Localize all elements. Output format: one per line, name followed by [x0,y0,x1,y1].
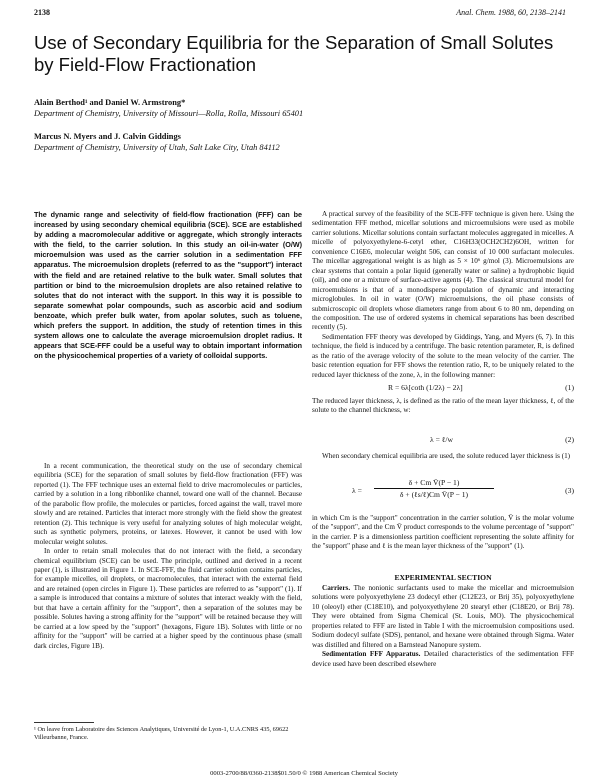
equation-3-numerator: δ + Cm V̄(P − 1) [408,478,460,487]
equation-3-fraction [374,478,494,499]
page-number: 2138 [34,8,50,17]
after-eq1-text [312,397,574,416]
abstract: The dynamic range and selectivity of field-flow fractionation (FFF) can be increased by using secondary chemical equilibria (SCE). SCE are established by adding a macromolecular additive or aggregate, which strongly interacts with the field, to the carrier solution. In this study an oil-in-water (O/W) microemulsion was used as the carrier solution in a sedimentation FFF apparatus. The microemulsion droplets (referred to as the "support") interact with the field and are retained relative to the bulk water. Small solutes that partition or bind to the microemulsion droplets are also retained relative to solutes that do not interact with the support. In this way it is possible to separate somewhat polar compounds, such as ascorbic acid and sodium benzoate, which prefer bulk water, from apolar solutes, such as toluene, which prefers the support. In addition, the study of retention times in this system allows one to calculate the average microemulsion droplet radius. It appears that SCE-FFF could be a useful way to obtain important information on the physicochemical properties of a variety of colloidal supports. [34,210,302,361]
body-paragraph: Sedimentation FFF theory was developed by Giddings, Yang, and Myers (6, 7). In this technique, the field is induced by a centrifuge. The basic retention parameter, R, is defined as the ratio of the average velocity of the solute to the mean velocity of the carrier. The basic retention equation for FFF shows the retention ratio, R, to be uniquely related to the reduced layer thickness of the zone, λ, in the following manner: [312,332,574,379]
body-paragraph: When secondary chemical equilibria are used, the solute reduced layer thickness is (1) [322,452,571,460]
section-heading: EXPERIMENTAL SECTION [394,573,492,582]
experimental-text [312,584,574,669]
fraction-bar [374,488,494,489]
author-block-2 [34,132,574,153]
equation-3-number: (3) [565,486,574,495]
equation-1-text: R = 6λ[coth (1/2λ) − 2λ] [388,383,463,392]
equation-1-number: (1) [565,383,574,392]
paragraph-lead: Carriers. [322,584,351,592]
body-paragraph [312,584,574,650]
body-paragraph: A practical survey of the feasibility of the SCE-FFF technique is given here. Using the sedimentation FFF method, micellar solutions and microemulsions were used as mobile carrier solutions. Micellar solutions contain surfactant molecules aggregated in micelles. A micelle of polyoxyethylene-6-cetyl ether, C16H33(OCH2CH2)6OH, written for convenience C16E6, molecular weight 506, can consist of 10 000 surfactant molecules. The micellar aggregational weight is as high as 5 × 10⁶ g/mol (3). Microemulsions are clear systems that contain a polar liquid (generally water or saline) a hydrophobic liquid (oil), and one or a mixture of surface-active agents (4). The classical structural model for microemulsions is that of a monodisperse population of dynamic and interacting microglobules. In oil in water (O/W) microemulsions, the oil phase consists of submicroscopic oil droplets whose diameters range from about 6 to 80 nm, depending on the composition. The use of ordered systems in chemical separations has been described recently (5). [312,210,574,332]
paragraph-text: The nonionic surfactants used to make the micellar and microemulsion solutions were polyoxyethylene 23 dodecyl ether (C12E23, or Brij 35), polyoxyethylene 10 (oleoyl) ether (C18E10), and polyoxyethylene 20 stearyl ether (C18E20, or Brij 78). They were obtained from Sigma Chemical (St. Louis, MO). The physicochemical properties related to FFF are listed in Table I with the microemulsion compositions used. Sodium dodecyl sulfate (SDS), pentanol, and hexane were obtained through Sigma. Water was distilled and filtered on a Barnstead Nanopure system. [312,584,574,649]
paragraph-text: Detailed characteristics of the sedimentation FFF device used have been described elsewhere [312,650,574,668]
author-names: Marcus N. Myers and J. Calvin Giddings [34,132,181,141]
author-affiliation: Department of Chemistry, University of Missouri—Rolla, Rolla, Missouri 65401 [34,108,304,118]
equation-2-number: (2) [565,435,574,444]
after-eq2-text [312,452,574,461]
author-affiliation: Department of Chemistry, University of Utah, Salt Lake City, Utah 84112 [34,142,280,152]
author-names: Alain Berthod¹ and Daniel W. Armstrong* [34,98,186,107]
equation-3 [312,478,574,506]
equation-2 [312,435,574,445]
after-eq3-text [312,514,574,552]
body-paragraph: In a recent communication, the theoretical study on the use of secondary chemical equilibria (SCE) for the separation of small solutes by field-flow fractionation (FFF) was reported (1). The FFF technique uses an external field to drive macromolecules or particles, carried by a solution in a long ribbonlike channel, toward one wall of the channel. Because of the parabolic flow profile, the molecules or particles, forced against the wall, travel more slowly and are retained. Particles that interact more strongly with the field show the greatest retention (2). This technique is very useful for analyzing solutes of high molecular weight, such as synthetic polymers, proteins, or latexes. However, it cannot be used with low molecular weight solutes. [34,462,302,546]
article-title: Use of Secondary Equilibria for the Separation of Small Solutes by Field-Flow Fractionation [34,32,554,75]
right-body-top [312,210,574,380]
equation-3-denominator: δ + (ℓs/ℓ)Cm V̄(P − 1) [399,490,469,499]
journal-citation: Anal. Chem. 1988, 60, 2138–2141 [456,8,566,17]
body-paragraph [312,650,574,669]
left-body-text [34,462,302,651]
body-paragraph: The reduced layer thickness, λ, is defined as the ratio of the mean layer thickness, ℓ, of the solute to the channel thickness, w: [312,397,574,415]
body-paragraph: in which Cm is the "support" concentration in the carrier solution, V̄ is the molar volume of the "support", and the Cm V̄ product corresponds to the volume percentage of "support" in the carrier. P is a dimensionless partition coefficient representing the solute affinity for the "support" phase and ℓ is the mean layer thickness of the "support" (1). [312,514,574,551]
body-paragraph: In order to retain small molecules that do not interact with the field, a secondary chemical equilibrium (SCE) can be used. The principle, outlined and derived in a recent paper (1), is illustrated in Figure 1. In SCE-FFF, the fluid carrier solution contains particles, for example micelles, oil droplets, or macromolecules, that interact with the external field and are retained (open circles in Figure 1). These particles are referred to as "support" (1). If a sample is introduced that contains a mixture of solutes that interact weakly with the field, but that have a certain affinity for the "support", then a separation of the solutes may be possible. Solutes having a strong affinity for the "support" will be retained because they will be carried at a low speed by the "support" (hexagons, Figure 1B). Solutes with little or no affinity for the "support" will be carried at a higher speed by the continuous phase (small dark circles, Figure 1B). [34,547,302,650]
running-header [34,8,566,20]
page-footer: 0003-2700/88/0360-2138$01.50/0 © 1988 American Chemical Society [210,770,398,777]
equation-2-text: λ = ℓ/w [430,435,453,444]
equation-3-lhs: λ = [352,486,362,495]
paragraph-lead: Sedimentation FFF Apparatus. [322,650,421,659]
footnote: ¹ On leave from Laboratoire des Sciences Analytiques, Université de Lyon-1, U.A.CNRS 435, 69622 Villeurbanne, France. [34,726,289,741]
equation-1 [312,383,574,393]
footnote-rule [34,722,94,723]
author-block-1 [34,98,574,119]
